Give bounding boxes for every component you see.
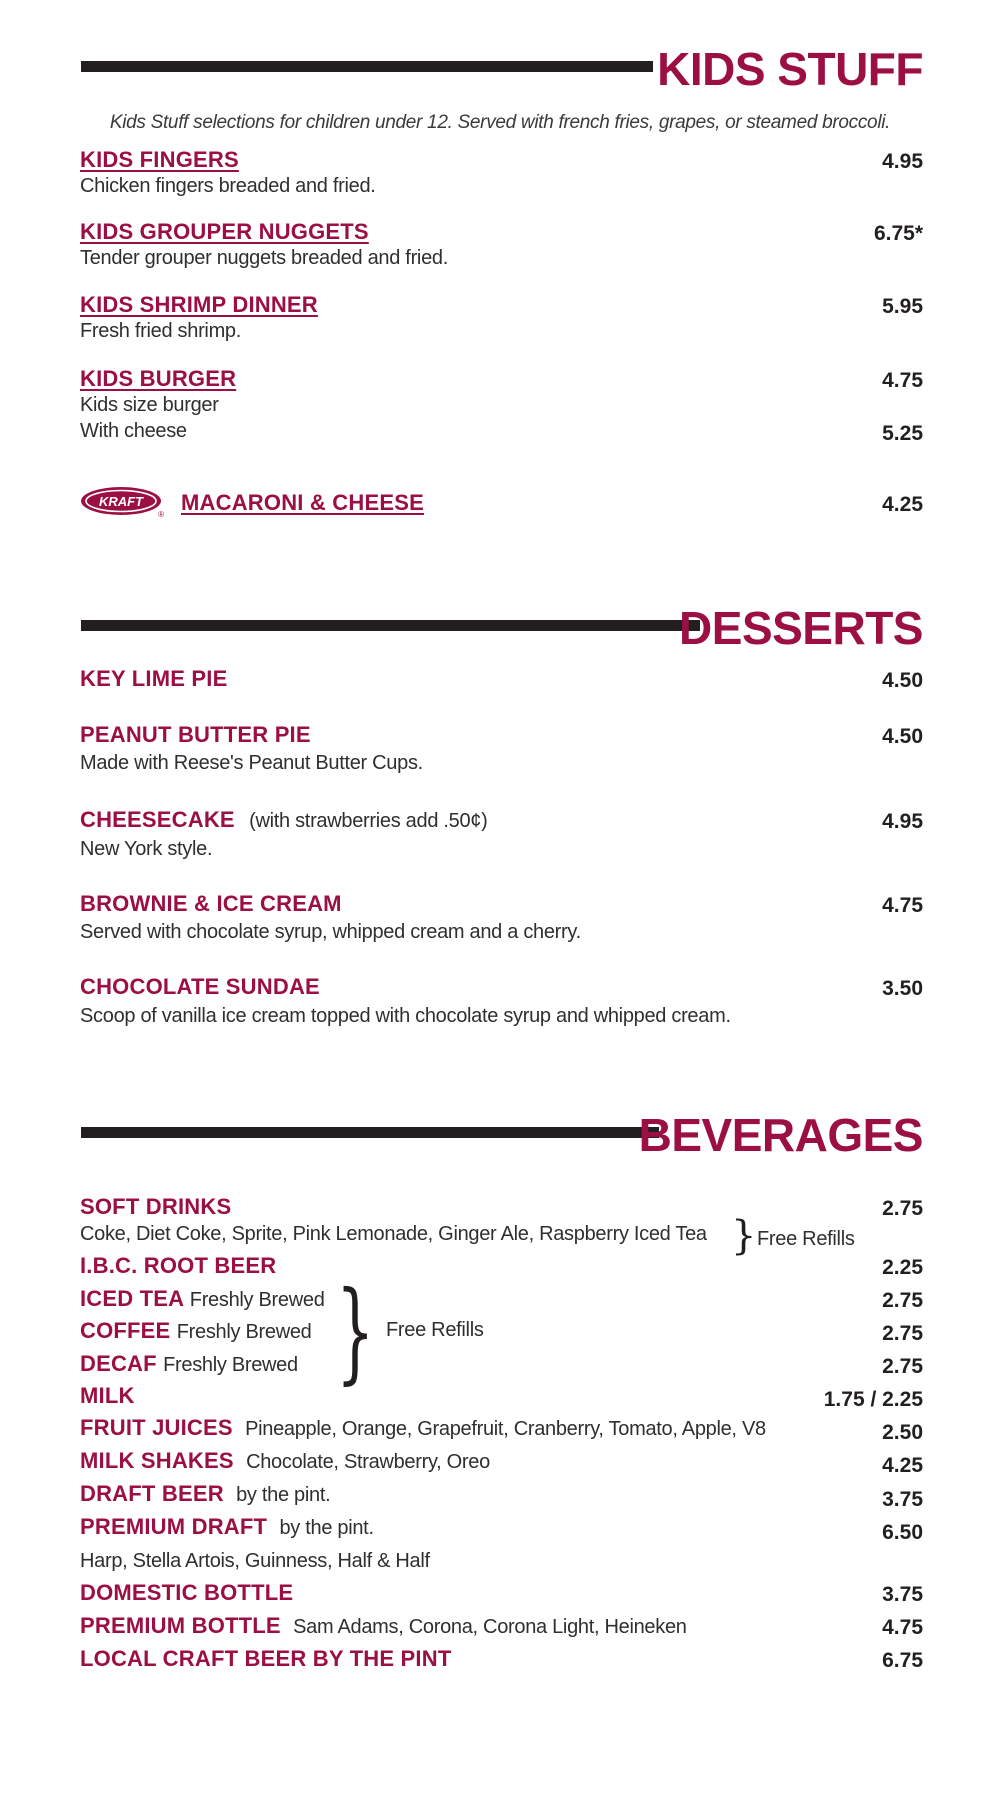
soft-drinks-desc: Coke, Diet Coke, Sprite, Pink Lemonade, Ginger Ale, Raspberry Iced Tea <box>80 1223 707 1245</box>
decaf-price: 2.75 <box>882 1355 923 1378</box>
key-lime-pie-name: KEY LIME PIE <box>80 666 228 691</box>
domestic-bottle-name: DOMESTIC BOTTLE <box>80 1580 294 1605</box>
premium-draft-desc: Harp, Stella Artois, Guinness, Half & Half <box>80 1550 430 1572</box>
decaf-note: Freshly Brewed <box>163 1354 298 1376</box>
desserts-section-rule <box>81 620 700 631</box>
kids-grouper-name: KIDS GROUPER NUGGETS <box>80 219 369 244</box>
kids-fingers-desc: Chicken fingers breaded and fried. <box>80 175 376 197</box>
hot-drinks-refill: Free Refills <box>386 1319 484 1341</box>
fruit-juices-label: FRUIT JUICES <box>80 1415 233 1440</box>
milk-shakes-note: Chocolate, Strawberry, Oreo <box>246 1451 490 1473</box>
brownie-price: 4.75 <box>882 894 923 917</box>
kids-grouper-desc: Tender grouper nuggets breaded and fried. <box>80 247 448 269</box>
iced-tea-label: ICED TEA <box>80 1286 184 1311</box>
kids-mac-cheese-name: MACARONI & CHEESE <box>181 490 424 515</box>
milk-shakes-name <box>80 1450 490 1472</box>
coffee-price: 2.75 <box>882 1322 923 1345</box>
soft-drinks-refill: Free Refills <box>757 1228 855 1250</box>
beverages-section-rule <box>81 1127 659 1138</box>
premium-bottle-price: 4.75 <box>882 1616 923 1639</box>
hot-drinks-brace: } <box>336 1267 375 1395</box>
kids-burger-name: KIDS BURGER <box>80 366 237 391</box>
premium-bottle-name <box>80 1615 687 1637</box>
soft-drinks-price: 2.75 <box>882 1197 923 1220</box>
draft-beer-price: 3.75 <box>882 1488 923 1511</box>
craft-beer-price: 6.75 <box>882 1649 923 1672</box>
milk-shakes-price: 4.25 <box>882 1454 923 1477</box>
kids-burger-cheese-desc: With cheese <box>80 420 187 442</box>
peanut-butter-pie-desc: Made with Reese's Peanut Butter Cups. <box>80 752 423 774</box>
root-beer-price: 2.25 <box>882 1256 923 1279</box>
cheesecake-price: 4.95 <box>882 810 923 833</box>
kids-section-rule <box>81 61 653 72</box>
kids-burger-price: 4.75 <box>882 369 923 392</box>
coffee-label: COFFEE <box>80 1318 171 1343</box>
kids-section-title: KIDS STUFF <box>657 43 923 95</box>
premium-draft-name <box>80 1516 374 1538</box>
beverages-section-title: BEVERAGES <box>638 1109 923 1161</box>
coffee-name <box>80 1320 312 1342</box>
domestic-bottle-price: 3.75 <box>882 1583 923 1606</box>
kids-grouper-price: 6.75* <box>873 222 923 245</box>
kraft-logo <box>80 486 166 518</box>
premium-draft-price: 6.50 <box>882 1521 923 1544</box>
iced-tea-note: Freshly Brewed <box>189 1289 325 1311</box>
brownie-desc: Served with chocolate syrup, whipped cream and a cherry. <box>80 921 581 943</box>
kids-mac-cheese-price: 4.25 <box>882 493 923 516</box>
kids-burger-cheese-price: 5.25 <box>882 422 923 445</box>
decaf-name <box>80 1353 298 1375</box>
sundae-name: CHOCOLATE SUNDAE <box>80 974 320 999</box>
draft-beer-label: DRAFT BEER <box>80 1481 224 1506</box>
iced-tea-price: 2.75 <box>882 1289 923 1312</box>
desserts-section-title: DESSERTS <box>679 602 923 654</box>
kids-fingers-name: KIDS FINGERS <box>80 147 239 172</box>
peanut-butter-pie-name: PEANUT BUTTER PIE <box>80 722 311 747</box>
cheesecake-label: CHEESECAKE <box>80 807 235 832</box>
kids-shrimp-desc: Fresh fried shrimp. <box>80 320 242 342</box>
premium-draft-note: by the pint. <box>279 1517 374 1539</box>
premium-bottle-label: PREMIUM BOTTLE <box>80 1613 281 1638</box>
sundae-price: 3.50 <box>882 977 923 1000</box>
soft-drinks-brace: } <box>731 1213 757 1259</box>
milk-price: 1.75 / 2.25 <box>823 1388 923 1411</box>
milk-shakes-label: MILK SHAKES <box>80 1448 234 1473</box>
fruit-juices-price: 2.50 <box>882 1421 923 1444</box>
fruit-juices-note: Pineapple, Orange, Grapefruit, Cranberry, Tomato, Apple, V8 <box>245 1418 766 1440</box>
premium-bottle-note: Sam Adams, Corona, Corona Light, Heineken <box>293 1616 687 1638</box>
kids-shrimp-name: KIDS SHRIMP DINNER <box>80 292 318 317</box>
kids-shrimp-price: 5.95 <box>882 295 923 318</box>
brownie-name: BROWNIE & ICE CREAM <box>80 891 342 916</box>
peanut-butter-pie-price: 4.50 <box>882 725 923 748</box>
soft-drinks-name: SOFT DRINKS <box>80 1194 232 1219</box>
cheesecake-desc: New York style. <box>80 838 213 860</box>
kraft-registered-mark: ® <box>158 510 164 518</box>
root-beer-name: I.B.C. ROOT BEER <box>80 1253 277 1278</box>
coffee-note: Freshly Brewed <box>176 1321 312 1343</box>
cheesecake-name <box>80 809 488 831</box>
key-lime-pie-price: 4.50 <box>882 669 923 692</box>
draft-beer-note: by the pint. <box>236 1484 331 1506</box>
cheesecake-note: (with strawberries add .50¢) <box>249 810 488 832</box>
iced-tea-name <box>80 1288 325 1310</box>
milk-name: MILK <box>80 1383 135 1408</box>
kraft-logo-text: KRAFT <box>98 494 144 509</box>
kids-fingers-price: 4.95 <box>882 150 923 173</box>
fruit-juices-name <box>80 1417 766 1439</box>
decaf-label: DECAF <box>80 1351 157 1376</box>
craft-beer-name: LOCAL CRAFT BEER BY THE PINT <box>80 1646 452 1671</box>
draft-beer-name <box>80 1483 330 1505</box>
kids-burger-desc: Kids size burger <box>80 394 219 416</box>
sundae-desc: Scoop of vanilla ice cream topped with chocolate syrup and whipped cream. <box>80 1005 731 1027</box>
kids-tagline: Kids Stuff selections for children under 12. Served with french fries, grapes, or steamed broccoli. <box>109 112 891 133</box>
premium-draft-label: PREMIUM DRAFT <box>80 1514 268 1539</box>
